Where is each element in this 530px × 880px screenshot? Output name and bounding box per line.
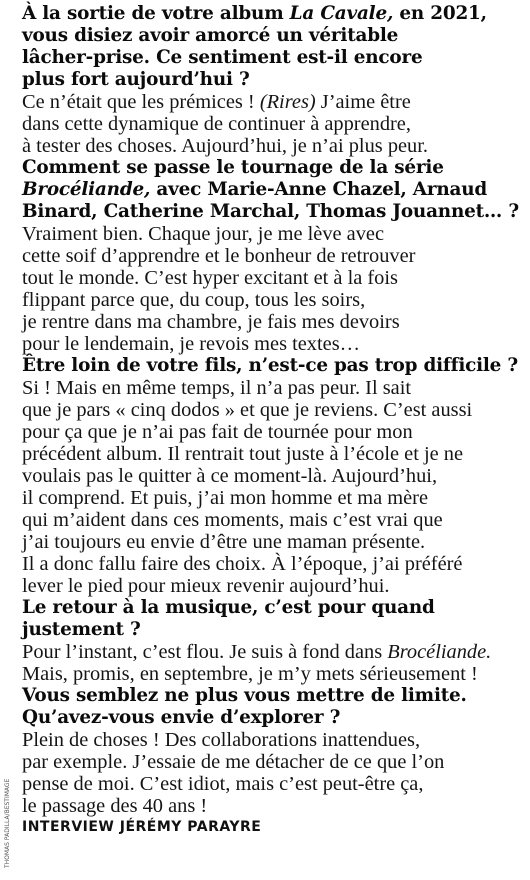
interview-article (22, 3, 522, 835)
question-music-return: Le retour à la musique, c’est pour quand justement ? (22, 597, 435, 640)
answer-music-return: Pour l’instant, c’est flou. Je suis à fond dans Brocéliande. Mais, promis, en septembre, je m’y mets sérieusement ! (22, 641, 492, 685)
answer-album-la-cavale: Ce n’était que les prémices ! (Rires) J’aime être dans cette dynamique de continuer à apprendre, à tester des choses. Aujourd’hui, je n’ai plus peur. (22, 91, 429, 157)
photo-credit (3, 740, 13, 870)
question-son-distance: Être loin de votre fils, n’est-ce pas trop difficile ? (22, 355, 518, 376)
question-broceliande-shooting: Comment se passe le tournage de la série Brocéliande, avec Marie-Anne Chazel, Arnaud Binard, Catherine Marchal, Thomas Jouannet… ? (22, 157, 519, 222)
photo-credit-text: THOMAS PADILLA/BESTIMAGE (4, 778, 11, 868)
question-album-la-cavale: À la sortie de votre album La Cavale, en 2021, vous disiez avoir amorcé un véritable lâcher-prise. Ce sentiment est-il encore plus fort aujourd’hui ? (22, 3, 487, 90)
answer-broceliande-shooting: Vraiment bien. Chaque jour, je me lève avec cette soif d’apprendre et le bonheur de retrouver tout le monde. C’est hyper excitant et à la fois flippant parce que, du coup, tous les soirs, je rentre dans ma chambre, je fais mes devoirs pour le lendemain, je revois mes textes… (22, 223, 416, 355)
question-limits: Vous semblez ne plus vous mettre de limite. Qu’avez-vous envie d’explorer ? (22, 685, 467, 728)
answer-son-distance: Si ! Mais en même temps, il n’a pas peur. Il sait que je pars « cinq dodos » et que je reviens. C’est aussi pour ça que je n’ai pas fait de tournée pour mon précédent album. Il rentrait tout juste à l’école et je ne voulais pas le quitter à ce moment-là. Aujourd’hui, il comprend. Et puis, j’ai mon homme et ma mère qui m’aident dans ces moments, mais c’est vrai que j’ai toujours eu envie d’être une maman présente. Il a donc fallu faire des choix. À l’époque, j’ai préféré lever le pied pour mieux revenir aujourd’hui. (22, 377, 473, 597)
interview-credit: INTERVIEW JÉRÉMY PARAYRE (22, 819, 262, 835)
answer-limits: Plein de choses ! Des collaborations inattendues, par exemple. J’essaie de me détacher de ce que l’on pense de moi. C’est idiot, mais c’est peut-être ça, le passage des 40 ans ! (22, 729, 445, 817)
